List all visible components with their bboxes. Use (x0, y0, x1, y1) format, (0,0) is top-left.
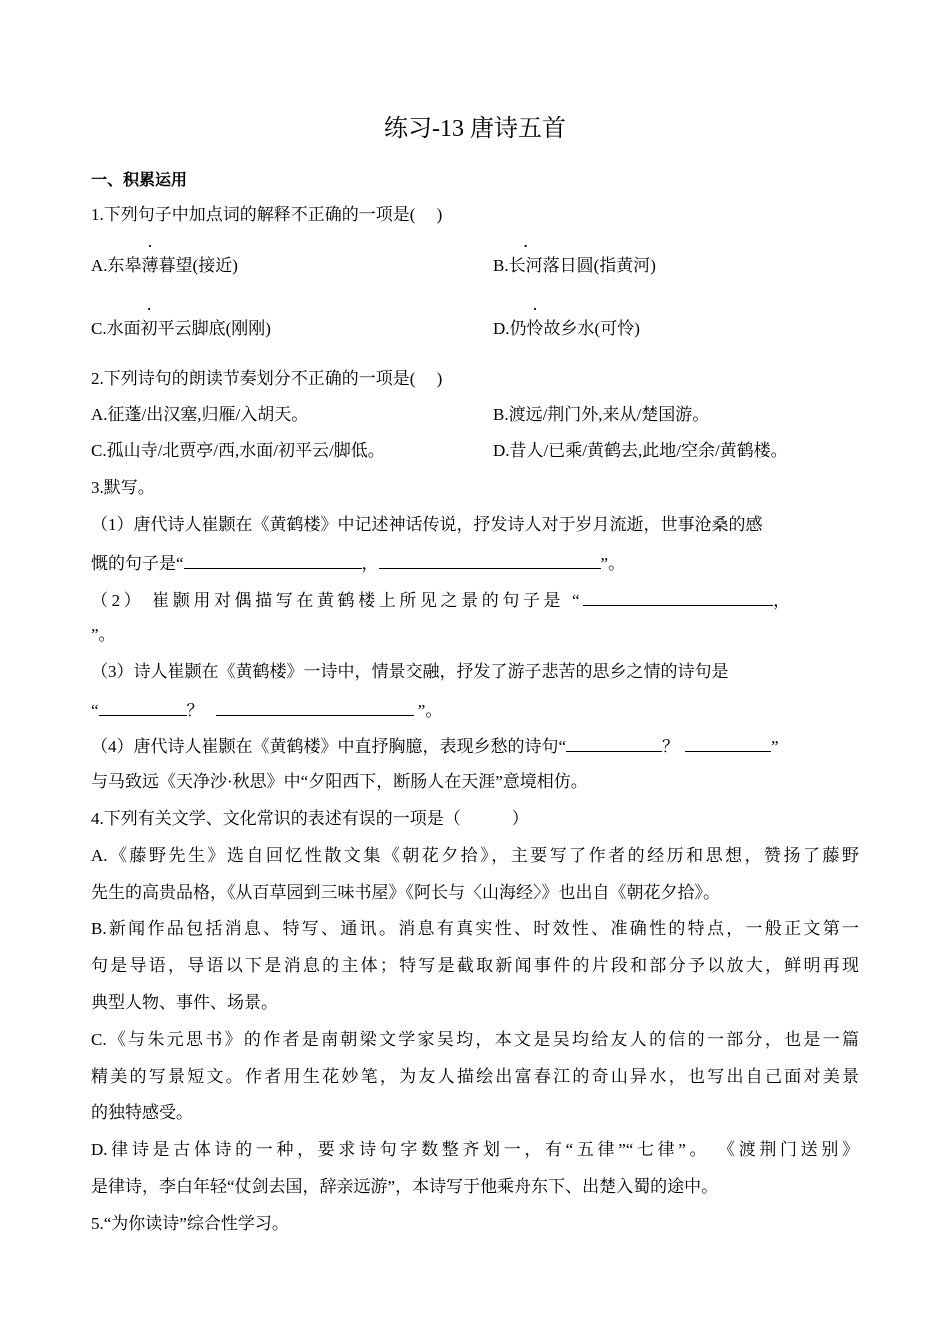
question-2-option-a: A.征蓬/出汉塞,归雁/入胡天。 (91, 405, 309, 424)
dotted-word: 薄 (141, 256, 159, 275)
question-4-option-b-line3: 典型人物、事件、场景。 (91, 993, 278, 1012)
question-4-option-c-line1: C.《与朱元思书》的作者是南朝梁文学家吴均，本文是吴均给友人的信的一部分，也是一篇 (91, 1030, 859, 1049)
question-2-option-c: C.孤山寺/北贾亭/西,水面/初平云/脚低。 (91, 441, 385, 460)
question-4-option-d-line1: D.律诗是古体诗的一种，要求诗句字数整齐划一，有“五律”“七律”。 《渡荆门送别》 (91, 1140, 859, 1159)
question-4-option-c-line3: 的独特感受。 (91, 1103, 193, 1122)
q3-part3-line1: （3）诗人崔颢在《黄鹤楼》一诗中，情景交融，抒发了游子悲苦的思乡之情的诗句是 (91, 662, 729, 681)
q3-part1-line2: 慨的句子是“ ， ”。 (91, 550, 625, 576)
page-title: 练习-13 唐诗五首 (384, 116, 566, 142)
question-2-stem: 2.下列诗句的朗读节奏划分不正确的一项是( ) (91, 369, 443, 388)
answer-blank[interactable] (583, 587, 773, 606)
dotted-word: 长河 (508, 256, 543, 275)
answer-blank[interactable] (99, 697, 187, 716)
answer-blank[interactable] (184, 550, 362, 569)
dotted-word: 初 (140, 319, 158, 338)
question-4-option-c-line2: 精美的写景短文。作者用生花妙笔，为友人描绘出富春江的奇山异水，也写出自己面对美景 (91, 1067, 859, 1086)
question-1-option-a: A.东皋薄暮望(接近) (91, 254, 238, 278)
question-5-stem: 5.“为你读诗”综合性学习。 (91, 1214, 289, 1233)
question-4-option-a-line2: 先生的高贵品格，《从百草园到三味书屋》《阿长与〈山海经〉》也出自《朝花夕拾》。 (91, 883, 720, 902)
q3-part3-line2: “ ？ ”。 (91, 697, 442, 723)
question-1-option-d: D.仍怜故乡水(可怜) (493, 317, 640, 341)
answer-blank[interactable] (216, 697, 414, 716)
question-4-option-b-line1: B.新闻作品包括消息、特写、通讯。消息有真实性、时效性、准确性的特点，一般正文第一 (91, 919, 859, 938)
question-4-option-d-line2: 是律诗，李白年轻“仗剑去国，辞亲远游”，本诗写于他乘舟东下、出楚入蜀的途中。 (91, 1177, 719, 1196)
answer-blank[interactable] (685, 733, 771, 752)
question-1-option-b: B.长河落日圆(指黄河) (493, 254, 656, 278)
q3-part4-line1: （4）唐代诗人崔颢在《黄鹤楼》中直抒胸臆，表现乡愁的诗句“ ？ ” (91, 733, 779, 759)
question-2-option-b: B.渡远/荆门外,来从/楚国游。 (493, 405, 710, 424)
question-4-stem: 4.下列有关文学、文化常识的表述有误的一项是（ ） (91, 809, 529, 828)
question-3-stem: 3.默写。 (91, 478, 155, 497)
answer-blank[interactable] (379, 550, 601, 569)
q3-part1-line1: （1）唐代诗人崔颢在《黄鹤楼》中记述神话传说，抒发诗人对于岁月流逝，世事沧桑的感 (91, 515, 763, 534)
q3-part4-line2: 与马致远《天净沙·秋思》中“夕阳西下，断肠人在天涯”意境相仿。 (91, 772, 588, 791)
question-1-stem: 1.下列句子中加点词的解释不正确的一项是( ) (91, 205, 443, 224)
question-4-option-b-line2: 句是导语，导语以下是消息的主体；特写是截取新闻事件的片段和部分予以放大，鲜明再现 (91, 956, 859, 975)
question-1-option-c: C.水面初平云脚底(刚刚) (91, 317, 271, 341)
q3-part2-line2: ”。 (91, 625, 116, 644)
answer-blank[interactable] (566, 733, 662, 752)
question-4-option-a-line1: A.《藤野先生》选自回忆性散文集《朝花夕拾》，主要写了作者的经历和思想，赞扬了藤野 (91, 846, 859, 865)
question-2-option-d: D.昔人/已乘/黄鹤去,此地/空余/黄鹤楼。 (493, 441, 788, 460)
section-heading: 一、积累运用 (91, 170, 188, 189)
dotted-word: 怜 (526, 319, 544, 338)
q3-part2-line1: （2） 崔颢用对偶描写在黄鹤楼上所见之景的句子是 “ ， (91, 587, 790, 613)
